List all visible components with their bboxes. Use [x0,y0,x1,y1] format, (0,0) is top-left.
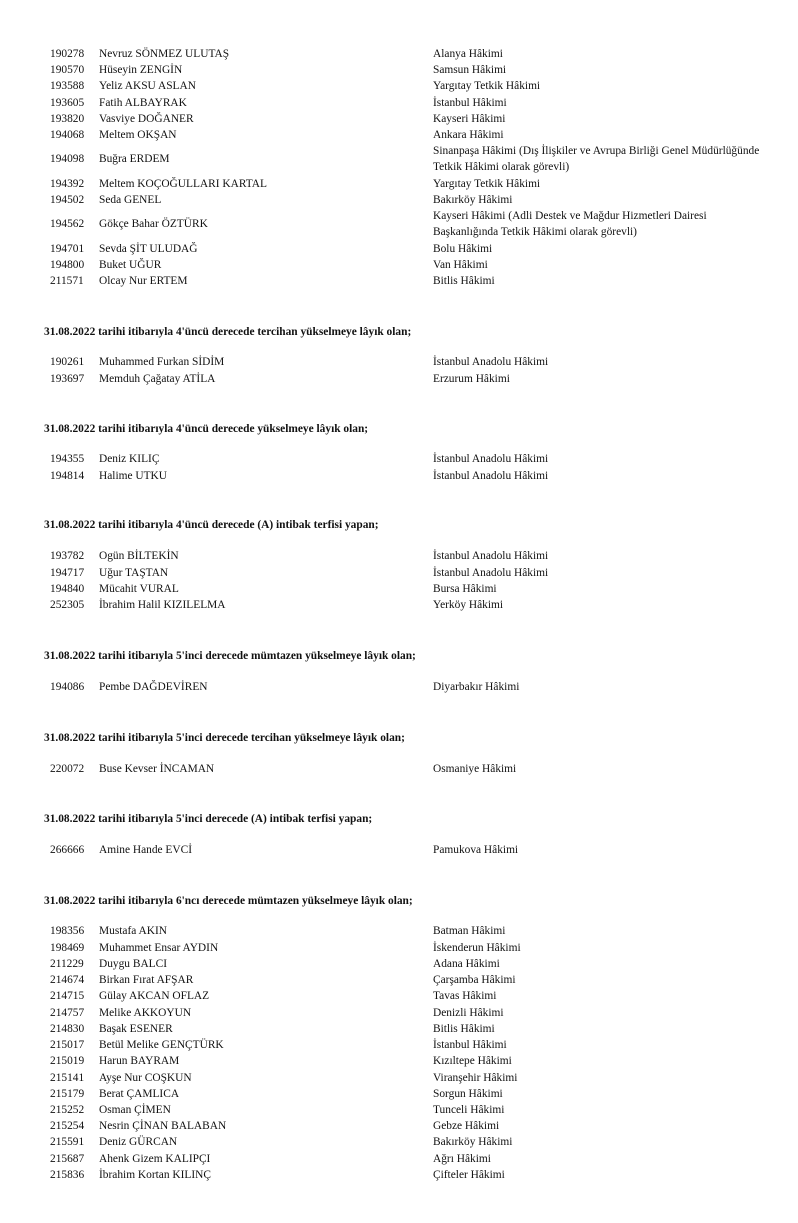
person-name: Yeliz AKSU ASLAN [99,80,196,92]
sicil-number: 198469 [50,942,85,954]
person-name: Muhammet Ensar AYDIN [99,942,219,954]
sicil-number: 194355 [50,453,85,465]
sicil-number: 194392 [50,178,85,190]
position: Bitlis Hâkimi [433,275,495,287]
person-name: İbrahim Halil KIZILELMA [99,599,226,611]
sicil-number: 252305 [50,599,85,611]
position: Sinanpaşa Hâkimi (Dış İlişkiler ve Avrupa Birliği Genel Müdürlüğünde Tetkik Hâkimi olarak görevli) [433,145,760,174]
sicil-number: 211571 [50,275,84,287]
section-heading: 31.08.2022 tarihi itibarıyla 5'inci derecede (A) intibak terfisi yapan; [44,813,373,825]
person-name: Mücahit VURAL [99,583,179,595]
person-name: Berat ÇAMLICA [99,1088,180,1100]
person-name: Seda GENEL [99,194,162,206]
person-name: Melike AKKOYUN [99,1007,192,1019]
position: Samsun Hâkimi [433,64,507,76]
sicil-number: 214715 [50,990,85,1002]
sicil-number: 193588 [50,80,85,92]
position: İstanbul Anadolu Hâkimi [433,356,549,368]
sicil-number: 190570 [50,64,85,76]
person-name: Harun BAYRAM [99,1055,180,1067]
sicil-number: 215254 [50,1120,85,1132]
sicil-number: 211229 [50,958,84,970]
sicil-number: 194068 [50,129,85,141]
position: Erzurum Hâkimi [433,373,510,385]
sicil-number: 190261 [50,356,85,368]
sicil-number: 194098 [50,153,85,165]
sicil-number: 194717 [50,567,85,579]
section-heading: 31.08.2022 tarihi itibarıyla 5'inci derecede mümtazen yükselmeye lâyık olan; [44,650,416,662]
person-name: Buse Kevser İNCAMAN [99,763,215,775]
position: Bakırköy Hâkimi [433,194,513,206]
position: Kayseri Hâkimi [433,113,506,125]
position: İstanbul Anadolu Hâkimi [433,567,549,579]
position: Ağrı Hâkimi [433,1153,491,1165]
position: Pamukova Hâkimi [433,844,519,856]
sicil-number: 194814 [50,470,85,482]
person-name: İbrahim Kortan KILINÇ [99,1169,211,1181]
position: Denizli Hâkimi [433,1007,504,1019]
person-name: Buket UĞUR [99,259,162,271]
person-name: Sevda ŞİT ULUDAĞ [99,243,198,255]
position: Çifteler Hâkimi [433,1169,505,1181]
sicil-number: 198356 [50,925,85,937]
position: Viranşehir Hâkimi [433,1072,518,1084]
person-name: Meltem OKŞAN [99,129,177,141]
sicil-number: 194701 [50,243,85,255]
sicil-number: 215836 [50,1169,85,1181]
sicil-number: 215252 [50,1104,85,1116]
position: Kızıltepe Hâkimi [433,1055,512,1067]
sicil-number: 214830 [50,1023,85,1035]
person-name: Birkan Fırat AFŞAR [99,974,194,986]
position: Adana Hâkimi [433,958,500,970]
person-name: Ahenk Gizem KALIPÇI [99,1153,211,1165]
position: Çarşamba Hâkimi [433,974,516,986]
sicil-number: 193820 [50,113,85,125]
person-name: Deniz KILIÇ [99,453,160,465]
person-name: Nesrin ÇİNAN BALABAN [99,1120,227,1132]
sicil-number: 194502 [50,194,85,206]
position: İstanbul Hâkimi [433,97,507,109]
person-name: Osman ÇİMEN [99,1104,171,1116]
section-heading: 31.08.2022 tarihi itibarıyla 4'üncü derecede tercihan yükselmeye lâyık olan; [44,326,412,338]
sicil-number: 214674 [50,974,85,986]
person-name: Pembe DAĞDEVİREN [99,681,208,693]
section-heading: 31.08.2022 tarihi itibarıyla 4'üncü derecede (A) intibak terfisi yapan; [44,519,379,531]
position: Tavas Hâkimi [433,990,497,1002]
sicil-number: 193782 [50,550,85,562]
sicil-number: 215017 [50,1039,85,1051]
sicil-number: 215179 [50,1088,85,1100]
person-name: Duygu BALCI [99,958,168,970]
sicil-number: 194086 [50,681,85,693]
position: Diyarbakır Hâkimi [433,681,520,693]
person-name: Gülay AKCAN OFLAZ [99,990,210,1002]
position: Van Hâkimi [433,259,488,271]
sicil-number: 215141 [50,1072,85,1084]
person-name: Uğur TAŞTAN [99,567,169,579]
position: Sorgun Hâkimi [433,1088,503,1100]
position: İstanbul Anadolu Hâkimi [433,470,549,482]
person-name: Gökçe Bahar ÖZTÜRK [99,218,208,230]
sicil-number: 266666 [50,844,85,856]
position: İstanbul Hâkimi [433,1039,507,1051]
person-name: Memduh Çağatay ATİLA [99,373,216,385]
position: İskenderun Hâkimi [433,942,521,954]
position: Osmaniye Hâkimi [433,763,517,775]
person-name: Meltem KOÇOĞULLARI KARTAL [99,178,267,190]
sicil-number: 194562 [50,218,85,230]
position: Tunceli Hâkimi [433,1104,505,1116]
person-name: Muhammed Furkan SİDİM [99,356,225,368]
position: Bitlis Hâkimi [433,1023,495,1035]
person-name: Mustafa AKIN [99,925,168,937]
section-heading: 31.08.2022 tarihi itibarıyla 6'ncı derecede mümtazen yükselmeye lâyık olan; [44,895,413,907]
position: Ankara Hâkimi [433,129,504,141]
sicil-number: 215019 [50,1055,85,1067]
sicil-number: 194800 [50,259,85,271]
sicil-number: 214757 [50,1007,85,1019]
person-name: Fatih ALBAYRAK [99,97,187,109]
person-name: Başak ESENER [99,1023,173,1035]
person-name: Olcay Nur ERTEM [99,275,188,287]
sicil-number: 215591 [50,1136,85,1148]
section-heading: 31.08.2022 tarihi itibarıyla 5'inci derecede tercihan yükselmeye lâyık olan; [44,732,405,744]
sicil-number: 193605 [50,97,85,109]
person-name: Vasviye DOĞANER [99,113,194,125]
person-name: Betül Melike GENÇTÜRK [99,1039,224,1051]
position: Yargıtay Tetkik Hâkimi [433,80,541,92]
person-name: Halime UTKU [99,470,168,482]
sicil-number: 220072 [50,763,85,775]
position: Yargıtay Tetkik Hâkimi [433,178,541,190]
person-name: Hüseyin ZENGİN [99,64,183,76]
person-name: Ogün BİLTEKİN [99,550,179,562]
person-name: Amine Hande EVCİ [99,844,192,856]
person-name: Buğra ERDEM [99,153,170,165]
position: Gebze Hâkimi [433,1120,500,1132]
position: İstanbul Anadolu Hâkimi [433,453,549,465]
sicil-number: 190278 [50,48,85,60]
person-name: Ayşe Nur COŞKUN [99,1072,192,1084]
sicil-number: 215687 [50,1153,85,1165]
position: Batman Hâkimi [433,925,506,937]
sicil-number: 194840 [50,583,85,595]
position: Bolu Hâkimi [433,243,493,255]
position: Bakırköy Hâkimi [433,1136,513,1148]
position: İstanbul Anadolu Hâkimi [433,550,549,562]
person-name: Deniz GÜRCAN [99,1136,178,1148]
position: Kayseri Hâkimi (Adli Destek ve Mağdur Hizmetleri Dairesi Başkanlığında Tetkik Hâkimi olarak görevli) [433,210,707,239]
entry-row [0,143,798,176]
person-name: Nevruz SÖNMEZ ULUTAŞ [99,48,230,60]
section-heading: 31.08.2022 tarihi itibarıyla 4'üncü derecede yükselmeye lâyık olan; [44,423,369,435]
entry-row [0,208,798,241]
sicil-number: 193697 [50,373,85,385]
position: Yerköy Hâkimi [433,599,504,611]
position: Bursa Hâkimi [433,583,497,595]
position: Alanya Hâkimi [433,48,503,60]
